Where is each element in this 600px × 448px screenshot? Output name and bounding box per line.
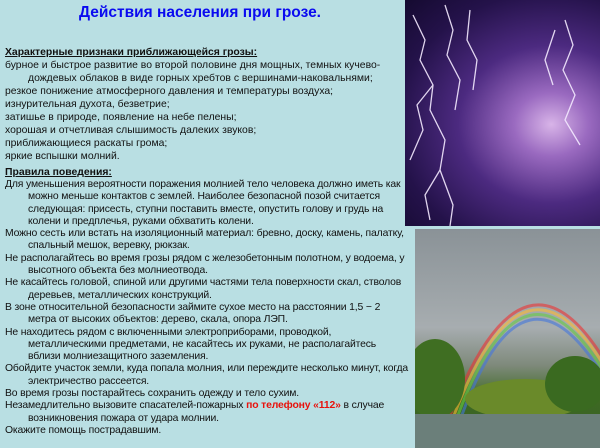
sign-item-line: затишье в природе, появление на небе пелены; xyxy=(5,112,237,123)
sign-item-line: резкое понижение атмосферного давления и температуры воздуха; xyxy=(5,86,334,97)
rules-section xyxy=(5,166,409,437)
sign-item-line: изнурительная духота, безветрие; xyxy=(5,99,170,110)
sign-item xyxy=(5,85,401,98)
rule-item-line: вблизи молниезащитного заземления. xyxy=(28,351,209,363)
rule-item-line: металлическими предметами, не касайтесь их руками, не располагайтесь xyxy=(28,338,377,350)
rule-item-line: колени и предплечья, руками обхватить колени. xyxy=(28,215,254,227)
sign-item-line: приближающиеся раскаты грома; xyxy=(5,138,168,149)
sign-item-line: бурное и быстрое развитие во второй половине дня мощных, темных кучево- xyxy=(5,60,381,71)
sign-item-line: дождевых облаков в виде горных хребтов с вершинами-наковальнями; xyxy=(28,73,373,84)
signs-section xyxy=(5,46,401,163)
rule-item-line: В зоне относительной безопасности займите сухое место на расстоянии 1,5 − 2 xyxy=(5,301,381,313)
signs-heading: Характерные признаки приближающейся грозы: xyxy=(5,47,258,58)
rule-item-line: высотного объекта без молниеотвода. xyxy=(28,265,208,277)
lightning-storm-image xyxy=(405,0,600,226)
rule-item xyxy=(5,302,401,327)
rule-item-line: Обойдите участок земли, куда попала молния, или переждите несколько минут, когда xyxy=(5,363,409,375)
rule-call-continuation: возникновения пожара от удара молнии. xyxy=(28,412,219,424)
rule-item-line: деревьев, металлических конструкций. xyxy=(28,289,212,301)
rule-item xyxy=(5,252,405,278)
sign-item xyxy=(5,150,401,163)
phone-112: по телефону «112» xyxy=(246,400,341,412)
rule-item xyxy=(5,277,401,302)
rule-item-line: Для уменьшения вероятности поражения молнией тело человека должно иметь как xyxy=(5,179,401,190)
signs-list xyxy=(5,59,401,163)
rule-item xyxy=(5,388,401,400)
rule-last: Окажите помощь пострадавшим. xyxy=(5,424,162,436)
sign-item-line: хорошая и отчетливая слышимость далеких звуков; xyxy=(5,125,257,136)
rule-item-line: можно меньше контактов с землей. Наиболее безопасной позой считается xyxy=(28,191,380,203)
call-text: Незамедлительно вызовите спасателей-пожарных xyxy=(5,400,247,412)
sign-item xyxy=(5,98,401,111)
rules-heading: Правила поведения: xyxy=(5,167,112,178)
sign-item xyxy=(5,111,401,124)
rule-item-line: Не находитесь рядом с включенными электроприборами, проводкой, xyxy=(5,326,332,338)
call-text-after: в случае xyxy=(340,400,385,412)
rule-item-line: спальный мешок, веревку, рюкзак. xyxy=(28,240,190,252)
rule-item-line: следующая: присесть, ступни поставить вместе, опустить голову и грудь на xyxy=(28,203,384,215)
rules-list xyxy=(5,179,409,400)
rule-item xyxy=(5,179,401,228)
lightning-bolts-icon xyxy=(405,0,600,226)
rainbow-landscape-image xyxy=(415,229,600,448)
rule-item xyxy=(5,327,401,364)
rule-item-line: электричество рассеется. xyxy=(28,375,150,387)
rule-item xyxy=(5,363,409,388)
rule-call-112 xyxy=(5,400,401,412)
page-title: Действия населения при грозе. xyxy=(78,4,321,21)
rule-item-line: Не касайтесь головой, спиной или другими частями тела поверхности скал, стволов xyxy=(5,277,402,289)
rule-item-line: Не располагайтесь во время грозы рядом с железобетонным полотном, у водоема, у xyxy=(5,252,405,264)
sign-item xyxy=(5,124,401,137)
sign-item xyxy=(5,137,401,150)
rule-item-line: Во время грозы постарайтесь сохранить одежду и тело сухим. xyxy=(5,388,300,400)
sign-item-line: яркие вспышки молний. xyxy=(5,151,120,162)
rainbow-icon xyxy=(415,229,600,448)
rule-item-line: Можно сесть или встать на изоляционный материал: бревно, доску, камень, палатку, xyxy=(5,228,404,240)
rule-item-line: метра от высоких объектов: дерево, скала, опора ЛЭП. xyxy=(28,314,288,326)
rule-item xyxy=(5,228,404,253)
sign-item xyxy=(5,59,401,85)
